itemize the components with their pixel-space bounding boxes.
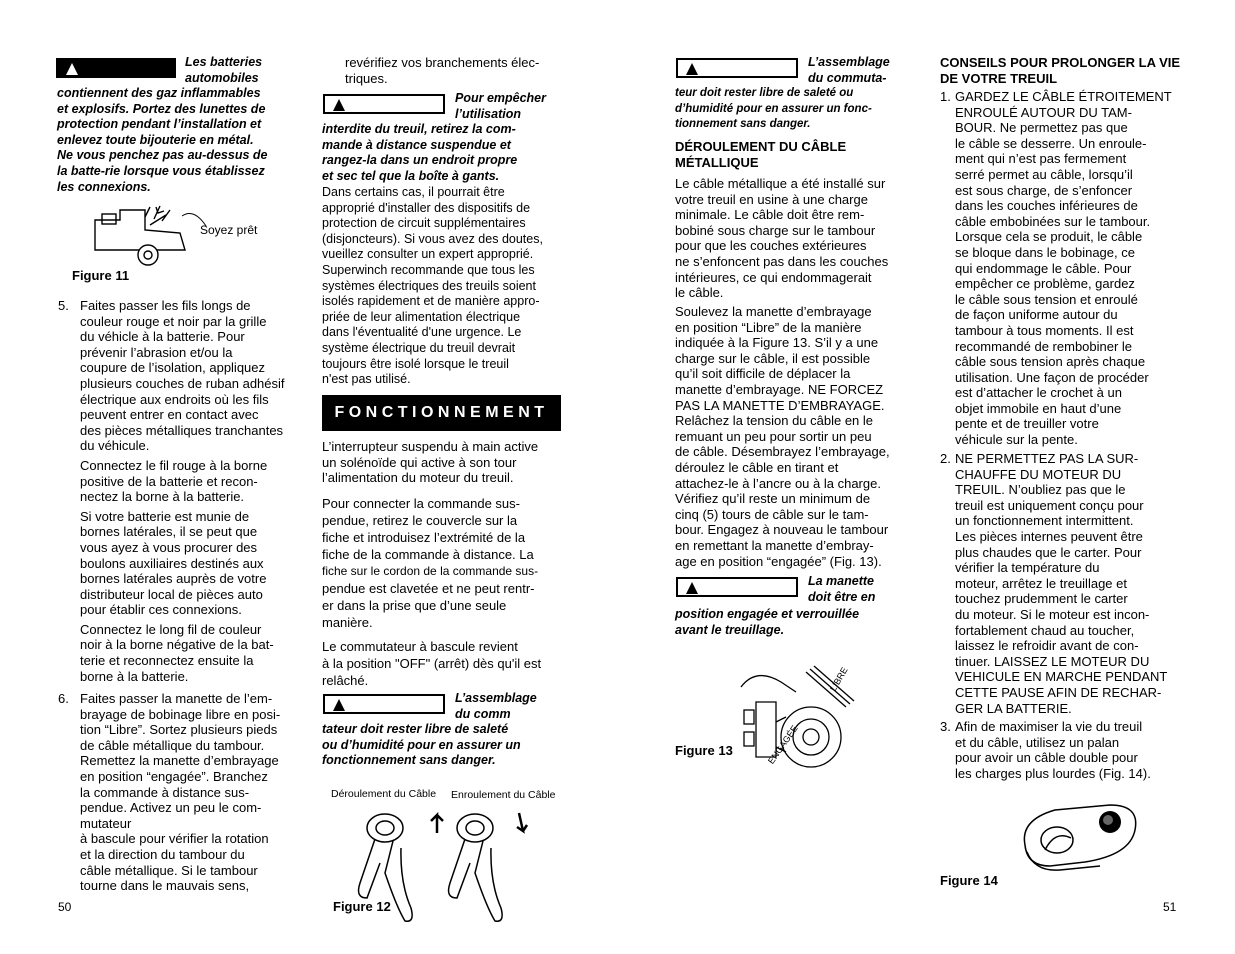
col3-paragraph-1: Le câble métallique a été installé sur votre treuil en usine à une charge minimale. Le câble doit être rem- bobiné sous charge sur le tambour pour que les couches extérieures ne s’enfoncent pas dans les couches intérieures, ce qui endommagerait le câble. [675, 176, 889, 301]
figure-13-libre-label: LIBRE [828, 665, 850, 693]
warning-box [676, 58, 798, 78]
clutch-lever-illustration [736, 662, 866, 782]
figure-11-caption: Figure 11 [72, 268, 130, 283]
section-banner-fonctionnement: FONCTIONNEMENT [322, 395, 561, 431]
warning-2-text: interdite du treuil, retirez la com- mande à distance suspendue et rangez-la dans un endroit propre et sec tel que la boîte à gants. [322, 122, 518, 183]
tip-1-text: GARDEZ LE CÂBLE ÉTROITEMENT ENROULÉ AUTOUR DU TAM- BOUR. Ne permettez pas que le câble se desserre. Un enroule- ment qui n’est pas fermement serré permet au câble, lorsqu’il est sous charge, de s’enfoncer dans les couches inférieures de câble embobinées sur le tambour. Lorsque cela se produit, le câble se bloque dans le bobinage, ce qui endommage le câble. Pour empêcher ce problème, gardez le câble sous tension et enroulé de façon uniforme autour du tambour à tous moments. Il est recommandé de rembobiner le câble sous tension après chaque utilisation. Une façon de procéder est d’attacher le crochet à un objet immobile en haut d’une pente et de treuiller votre véhicule sur la pente. [955, 89, 1172, 448]
figure-12-label-right: Enroulement du Câble [451, 789, 556, 801]
item-6-number: 6. [58, 691, 69, 706]
warning-1-line1: Les batteries [185, 55, 263, 69]
warning-5-line2: doit être en [808, 590, 876, 604]
warning-3-line2: du comm [455, 707, 511, 721]
figure-12-label-left: Déroulement du Câble [331, 788, 437, 800]
col2-circuit-paragraph: Dans certains cas, il pourrait être approprié d'installer des dispositifs de protection de circuit supplémentaires (disjoncteurs). Si vous avez des doutes, vueillez consulter un expert approprié. Superwinch recommande que tous les systèmes électriques des treuils soient isolés rapidement et de manière appro- priée de leur alimentation électrique dans l'éventualité d'une urgence. Le système électrique du treuil devrait toujours être isolé lorsque le treuil n'est pas utilisé. [322, 185, 543, 387]
warning-triangle-icon [66, 63, 78, 75]
warning-5-text: position engagée et verrouillée avant le treuillage. [675, 607, 860, 637]
warning-1-line2: automobiles [185, 71, 259, 85]
figure-11-callout: Soyez prêt [200, 223, 258, 237]
warning-4-line2: du commuta- [808, 71, 887, 85]
item-6-text: Faites passer la manette de l’em- brayage de bobinage libre en posi- tion “Libre”. Sortez plusieurs pieds de câble métallique du tambour. Remettez la manette d’embrayage en position “engagée”. Branchez la commande à distance sus- pendue. Activez un peu le com- mutateur à bascule pour vérifier la rotation et la direction du tambour du câble métallique. Si le tambour tourne dans le mauvais sens, [80, 691, 281, 894]
tip-3-number: 3. [940, 719, 951, 734]
warning-box [323, 94, 445, 114]
warning-2-line1: Pour empêcher [455, 91, 547, 105]
warning-3-line1: L’assemblage [455, 691, 537, 705]
warning-2-line2: l’utilisation [455, 107, 521, 121]
item-5-text: Faites passer les fils longs de couleur rouge et noir par la grille du véhicle à la batterie. Pour prévenir l’abrasion et/ou la coupure de l’isolation, appliquez plusieurs couches de ruban adhésif électrique aux endroits où les fils peuvent entrer en contact avec des pièces métalliques tranchantes du véhicule. Connectez le fil rouge à la borne positive de la batterie et recon- nectez la borne à la batterie. Si votre batterie est munie de bornes latérales, il se peut que vous ayez à vous procurer des boulons auxiliaires destinés aux bornes latérales auprès de votre distributeur local de pièces auto pour établir ces connexions. Connectez le long fil de couleur noir à la borne négative de la bat- terie et reconnectez ensuite la borne à la batterie. [80, 298, 285, 684]
warning-triangle-icon [686, 582, 698, 594]
snatch-block-illustration [1015, 800, 1145, 875]
warning-box [56, 58, 176, 78]
warning-triangle-icon [333, 99, 345, 111]
warning-triangle-icon [333, 699, 345, 711]
warning-4-line1: L’assemblage [808, 55, 890, 69]
col2-top-text: revérifiez vos branchements élec- triques. [345, 55, 540, 86]
tip-3-text: Afin de maximiser la vie du treuil et du câble, utilisez un palan pour avoir un câble double pour les charges plus lourdes (Fig. 14). [955, 719, 1151, 781]
figure-13-caption: Figure 13 [675, 743, 733, 758]
tip-2-text: NE PERMETTEZ PAS LA SUR- CHAUFFE DU MOTEUR DU TREUIL. N’oubliez pas que le treuil est uniquement conçu pour un fonctionnement intermittent. Les pièces internes peuvent être plus chaudes que le carter. Pour vérifier la température du moteur, arrêtez le treuillage et touchez prudemment le carter du moteur. Si le moteur est incon- fortablement chaud au toucher, laissez le refroidir avant de con- tinuer. LAISSEZ LE MOTEUR DU VEHICULE EN MARCHE PENDANT CETTE PAUSE AFIN DE RECHAR- GER LA BATTERIE. [955, 451, 1168, 716]
col2-op-paragraph-2: Pour connecter la commande sus- pendue, retirez le couvercle sur la fiche et introduisez l’extrémité de la fiche de la commande à distance. La fiche sur le cordon de la commande sus- pendue est clavetée et ne peut rentr- er dans la prise que d’une seule manière. [322, 496, 539, 630]
col2-op-paragraph-3: Le commutateur à bascule revient à la position "OFF" (arrêt) dès qu'il est relâché. [322, 639, 542, 688]
warning-box [323, 694, 445, 714]
warning-5-line1: La manette [808, 574, 874, 588]
page-number-left: 50 [58, 900, 72, 914]
warning-box [676, 577, 798, 597]
warning-triangle-icon [686, 63, 698, 75]
warning-3-text: tateur doit rester libre de saleté ou d’humidité pour en assurer un fonctionnement sans danger. [322, 722, 521, 768]
arrow-up-icon [431, 815, 443, 833]
section-heading-conseils: CONSEILS POUR PROLONGER LA VIE DE VOTRE TREUIL [940, 55, 1181, 86]
col3-paragraph-2: Soulevez la manette d’embrayage en position “Libre” de la manière indiquée à la Figure 13. S’il y a une charge sur le câble, il est possible qu’il soit difficile de déplacer la manette d’embrayage. NE FORCEZ PAS LA MANETTE D’EMBRAYAGE. Relâchez la tension du câble en le remuant un peu pour sortir un peu de câble. Désembrayez l’embrayage, déroulez le câble en tirant et attachez-le à l’ancre ou à la charge. Vérifiez qu’il reste un minimum de cinq (5) tours de câble sur le tam- bour. Engagez à nouveau le tambour en remettant la manette d’embray- age en position “engagée” (Fig. 13). [675, 304, 890, 569]
col2-op-paragraph-1: L’interrupteur suspendu à main active un solénoïde qui active à son tour l’alimentation du moteur du treuil. [322, 439, 539, 486]
page-number-right: 51 [1163, 900, 1177, 914]
section-heading-deroulement: DÉROULEMENT DU CÂBLE MÉTALLIQUE [675, 139, 847, 170]
tip-1-number: 1. [940, 89, 951, 104]
figure-13-engagee-label: ENGAGÉE [766, 723, 800, 766]
figure-12-caption: Figure 12 [333, 899, 391, 914]
tip-2-number: 2. [940, 451, 951, 466]
warning-1-text: contiennent des gaz inflammables et explosifs. Portez des lunettes de protection pendant l’installation et enlevez toute bijouterie en métal. Ne vous penchez pas au-dessus de la batte-rie lorsque vous établissez les connexions. [57, 86, 268, 194]
arrow-down-icon [517, 813, 527, 831]
figure-14-caption: Figure 14 [940, 873, 998, 888]
item-5-number: 5. [58, 298, 69, 313]
warning-4-text: teur doit rester libre de saleté ou d’humidité pour en assurer un fonc- tionnement sans danger. [675, 87, 872, 131]
